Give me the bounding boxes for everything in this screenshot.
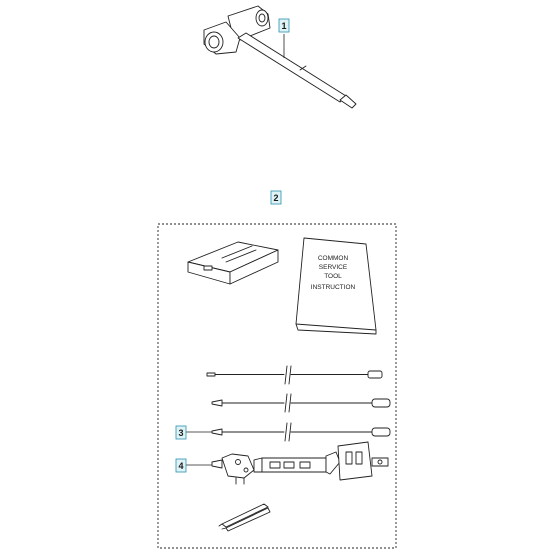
instruction-booklet — [296, 238, 376, 334]
booklet-line-4: INSTRUCTION — [310, 284, 356, 291]
test-harness — [212, 442, 388, 484]
test-cable-2 — [212, 394, 390, 412]
callout-4[interactable] — [176, 459, 212, 472]
svg-text:3: 3 — [178, 428, 184, 438]
svg-text:2: 2 — [273, 193, 279, 203]
tool-case — [188, 242, 278, 284]
booklet-line-3: TOOL — [324, 273, 342, 280]
callout-1[interactable] — [279, 19, 289, 58]
callout-2[interactable] — [271, 191, 281, 204]
test-cable-1 — [207, 366, 382, 384]
svg-text:4: 4 — [178, 461, 184, 471]
booklet-line-1: COMMON — [317, 255, 349, 262]
svg-text:1: 1 — [281, 21, 287, 31]
booklet-line-2: SERVICE — [318, 264, 348, 271]
tweezers — [219, 504, 270, 531]
callout-3[interactable] — [176, 426, 212, 439]
test-cable-3 — [212, 423, 390, 441]
